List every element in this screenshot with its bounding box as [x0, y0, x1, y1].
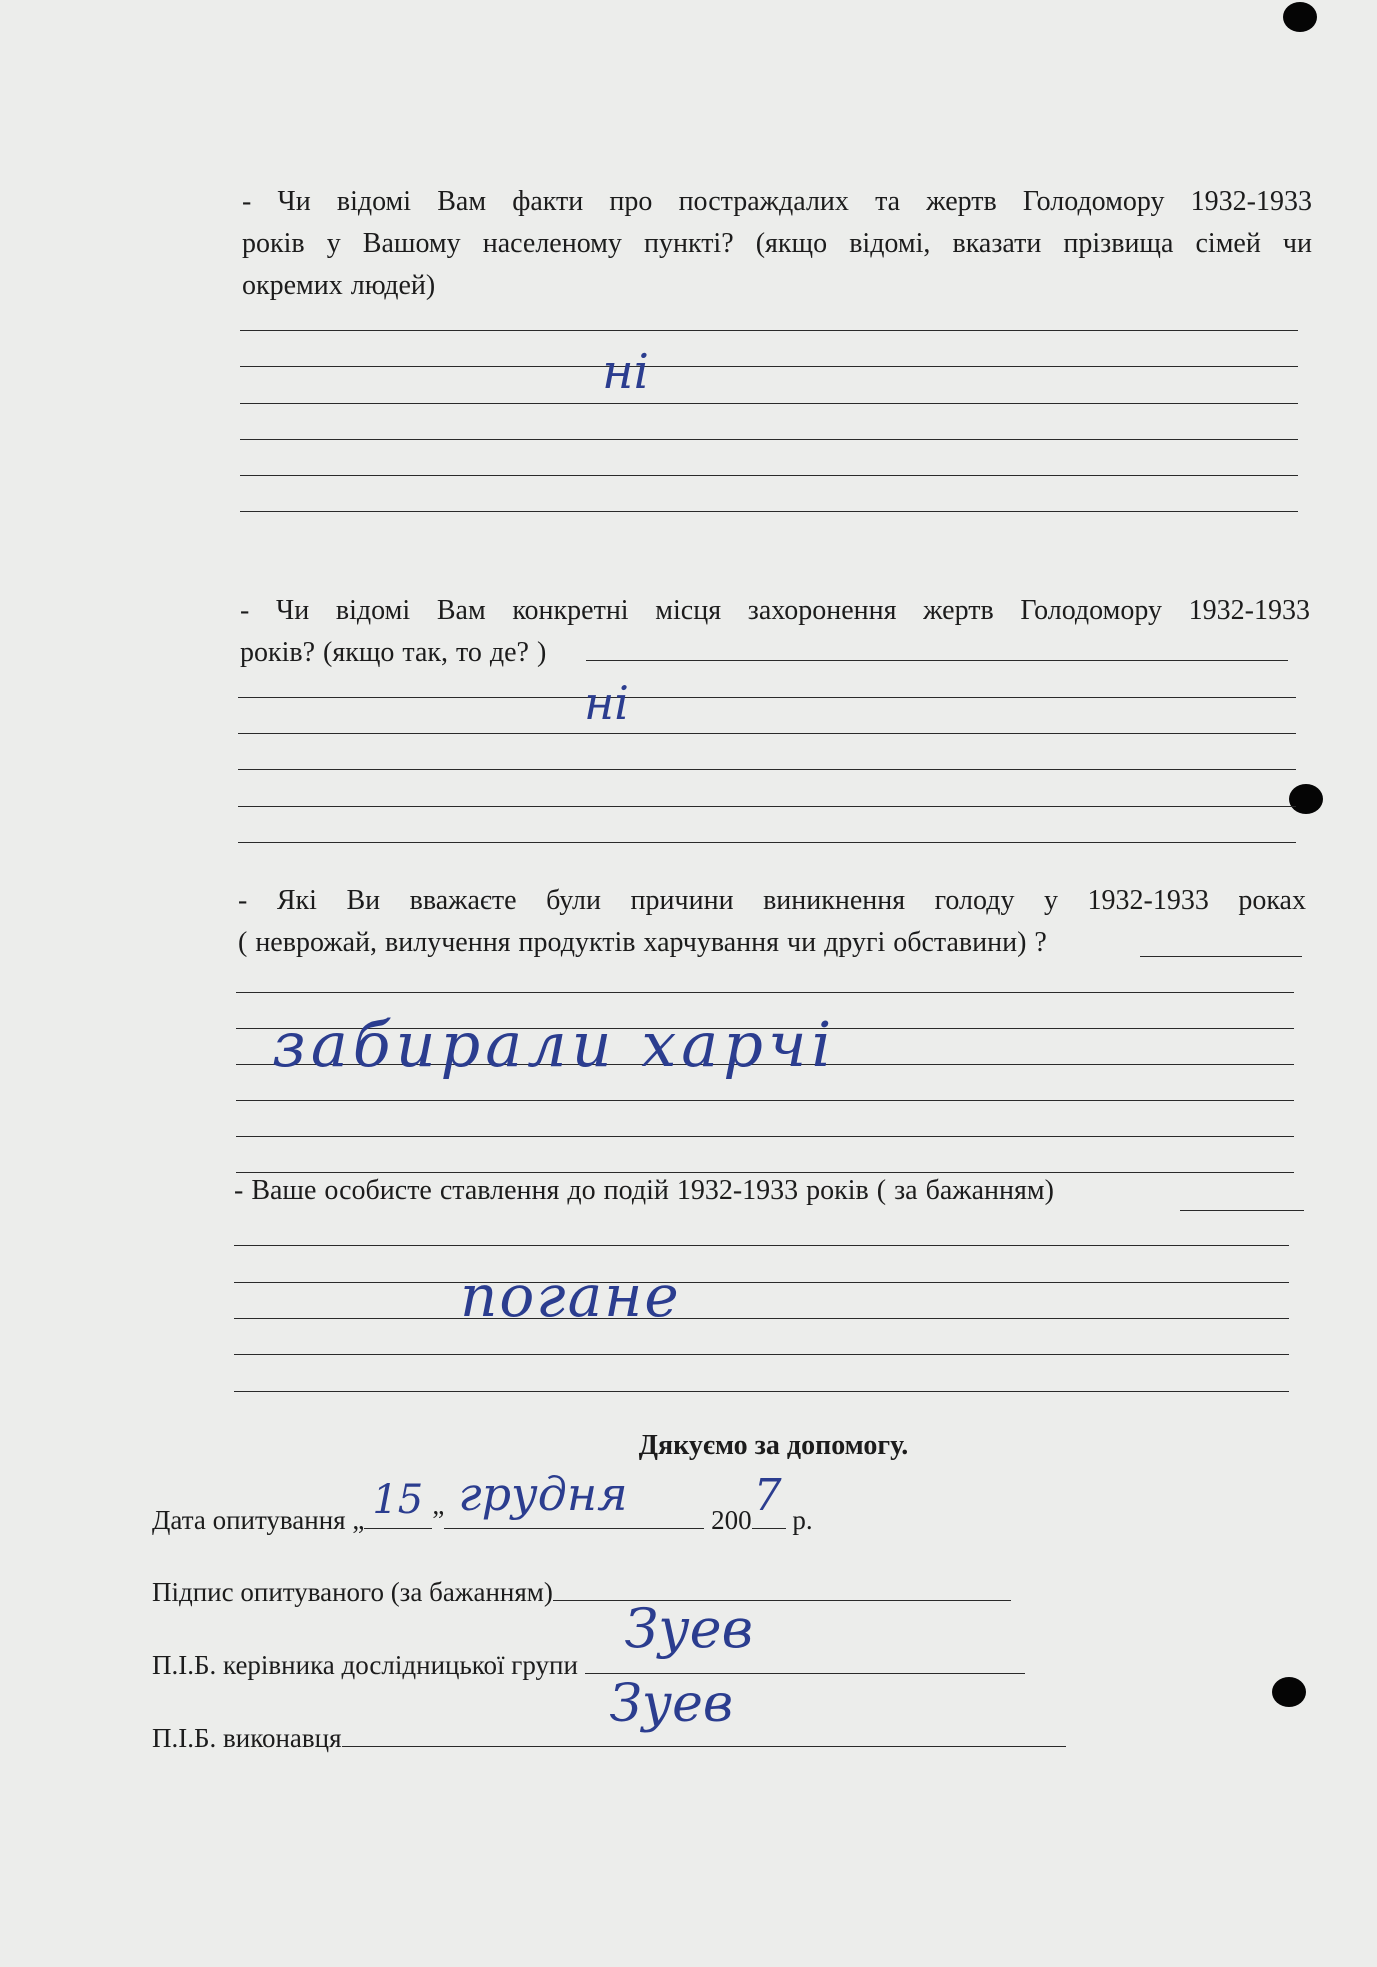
question-3-line-2: ( неврожай, вилучення продуктів харчування чи другі обставини) ?	[238, 927, 1047, 958]
date-month-value: грудня	[458, 1467, 628, 1521]
answer-line	[240, 366, 1298, 367]
punch-hole-middle	[1289, 784, 1323, 814]
executor-signature: Зуев	[609, 1674, 734, 1734]
date-suffix: р.	[792, 1505, 813, 1535]
question-2-answer: ні	[584, 676, 630, 730]
executor-field	[152, 1674, 1066, 1756]
question-2-line-1: - Чи відомі Вам конкретні місця захоронення жертв Голодомору 1932-1933	[240, 595, 1310, 626]
answer-line	[1180, 1210, 1304, 1211]
answer-line	[234, 1282, 1289, 1283]
answer-line	[238, 806, 1296, 807]
answer-line	[238, 697, 1296, 698]
answer-line	[238, 842, 1296, 843]
signature-label: Підпис опитуваного (за бажанням)	[152, 1577, 553, 1607]
answer-line	[240, 475, 1298, 476]
signature-blank	[553, 1572, 1011, 1601]
date-day-blank	[364, 1477, 432, 1529]
question-1-answer: ні	[602, 344, 649, 400]
answer-line	[240, 403, 1298, 404]
executor-label: П.І.Б. виконавця	[152, 1723, 342, 1753]
thanks-heading: Дякуємо за допомогу.	[638, 1430, 909, 1461]
date-close-quote: ”	[432, 1505, 445, 1535]
signature-field	[152, 1572, 1011, 1610]
answer-line	[240, 511, 1298, 512]
question-2	[240, 590, 1310, 674]
answer-line	[234, 1245, 1289, 1246]
date-label: Дата опитування	[152, 1505, 346, 1535]
question-4-line-1: - Ваше особисте ставлення до подій 1932-1933 років ( за бажанням)	[234, 1175, 1054, 1206]
answer-line	[240, 330, 1298, 331]
answer-line	[240, 439, 1298, 440]
date-year-blank	[752, 1470, 786, 1529]
answer-line	[236, 1136, 1294, 1137]
date-year-prefix: 200	[711, 1505, 752, 1535]
punch-hole-top	[1283, 2, 1317, 32]
question-4	[234, 1170, 1304, 1212]
question-3	[238, 880, 1306, 964]
answer-line	[238, 733, 1296, 734]
answer-line	[1140, 956, 1302, 957]
answer-line	[236, 992, 1294, 993]
question-1-line-2: років у Вашому населеному пункті? (якщо відомі, вказати прізвища сімей чи	[242, 228, 1312, 259]
question-1-line-1: - Чи відомі Вам факти про постраждалих та жертв Голодомору 1932-1933	[242, 186, 1312, 217]
question-3-answer: забирали харчі	[272, 1008, 837, 1081]
date-open-quote: „	[352, 1505, 365, 1535]
question-3-line-1: - Які Ви вважаєте були причини виникнення голоду у 1932-1933 роках	[238, 885, 1306, 916]
answer-line	[234, 1318, 1289, 1319]
punch-hole-bottom	[1272, 1677, 1306, 1707]
leader-signature: Зуев	[624, 1597, 754, 1660]
answer-line	[238, 769, 1296, 770]
question-1-line-3: окремих людей)	[242, 270, 436, 301]
date-year-value: 7	[753, 1470, 782, 1521]
answer-line	[234, 1391, 1289, 1392]
question-1	[242, 181, 1312, 307]
leader-blank	[585, 1597, 1025, 1674]
answer-line	[236, 1100, 1294, 1101]
leader-field	[152, 1597, 1025, 1683]
leader-label: П.І.Б. керівника дослідницької групи	[152, 1650, 578, 1680]
date-month-blank	[444, 1467, 704, 1529]
question-4-answer: погане	[460, 1262, 681, 1330]
question-2-line-2: років? (якщо так, то де? )	[240, 637, 547, 668]
answer-line	[234, 1354, 1289, 1355]
executor-blank	[342, 1674, 1066, 1747]
date-day-value: 15	[372, 1477, 424, 1523]
answer-line	[586, 660, 1288, 661]
date-field	[152, 1467, 813, 1538]
